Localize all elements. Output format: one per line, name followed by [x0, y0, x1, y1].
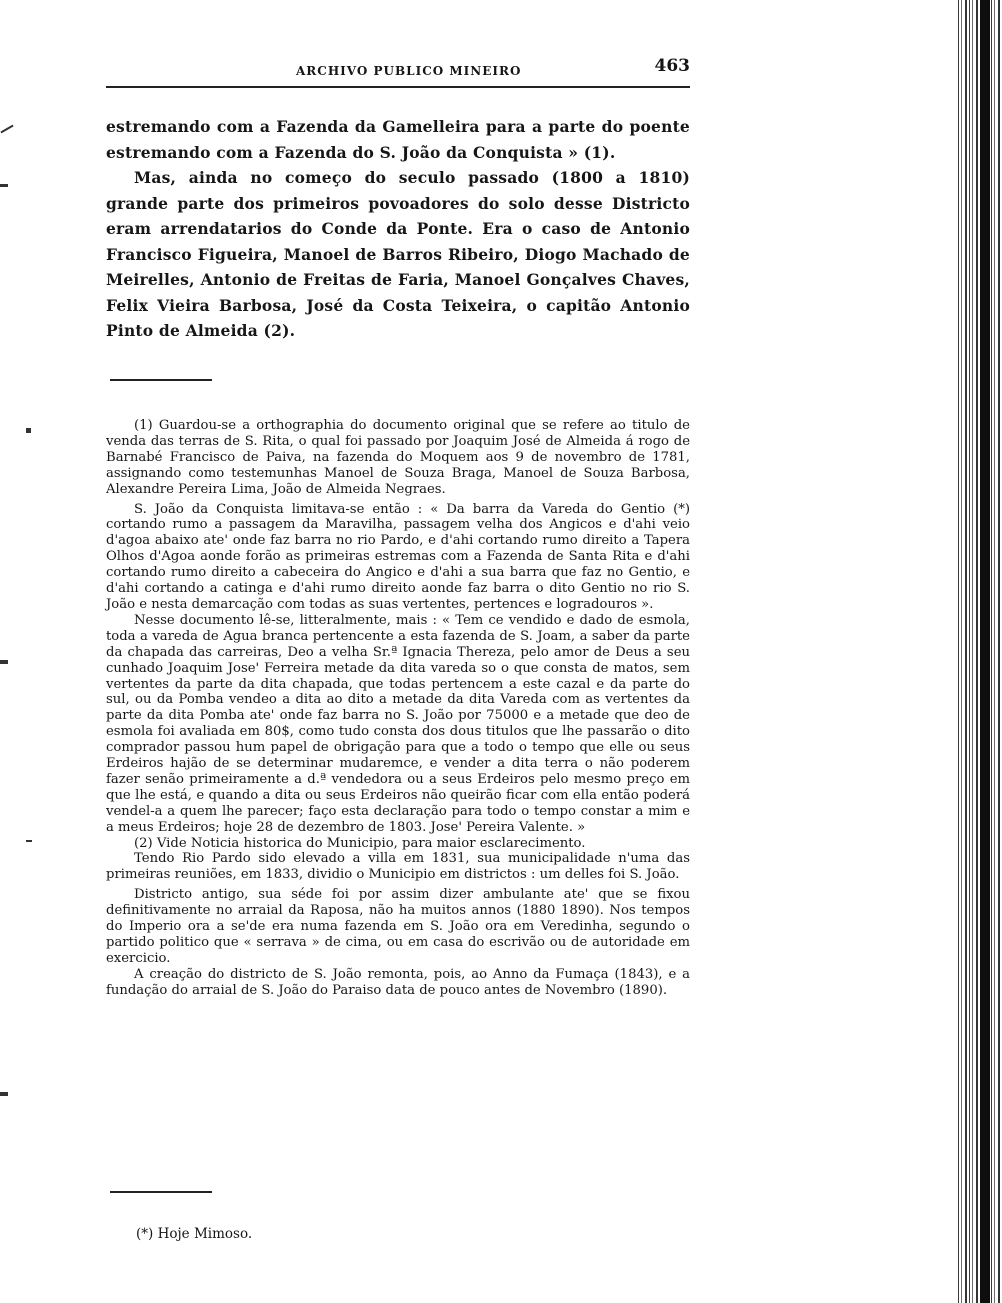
footnote-paragraph: (2) Vide Noticia historica do Municipio, para maior esclarecimento.: [134, 835, 586, 851]
main-paragraph: estremando com a Fazenda da Gamelleira para a parte do poente estremando com a Fazenda do S. João da Conquista » (1).: [106, 117, 690, 162]
footnote-paragraph: A creação do districto de S. João remonta, pois, ao Anno da Fumaça (1843), e a fundação do arraial de S. João do Paraiso data de pouco antes de Novembro (1890).: [106, 966, 690, 998]
main-paragraph: Mas, ainda no começo do seculo passado (1800 a 1810) grande parte dos primeiros povoadores do solo desse Districto eram arrendatarios do Conde da Ponte. Era o caso de Antonio Francisco Figueira, Manoel de Barros Ribeiro, Diogo Machado de Meirelles, Antonio de Freitas de Faria, Manoel Gonçalves Chaves, Felix Vieira Barbosa, José da Costa Teixeira, o capitão Antonio Pinto de Almeida (2).: [106, 168, 690, 340]
binding-shadow: [980, 0, 990, 1303]
running-header: [106, 56, 690, 88]
footnote-paragraph: Nesse documento lê-se, litteralmente, mais : « Tem ce vendido e dado de esmola, toda a vareda de Agua branca pertencente a esta fazenda de S. Joam, a saber da parte da chapada das carreiras, Deo a velha Sr.ª Ignacia Thereza, pelo amor de Deus a seu cunhado Joaquim Jose' Ferreira metade da dita vareda so o que consta de matos, sem vertentes da parte da dita chapada, que todas pertencem a este cazal e da parte do sul, ou da Pomba vendeo a dita ao dito a metade da dita Vareda com as vertentes da parte da dita Pomba ate' onde faz barra no S. João por 75000 e a metade que deo de esmola foi avaliada em 80$, como tudo consta dos dous titulos que lhe passarão o dito comprador passou hum papel de obrigação para que a todo o tempo que elle ou seus Erdeiros hajão de se determinar mudaremce, e vender a dita terra o não poderem fazer senão primeiramente a d.ª vendedora ou a seus Erdeiros pelo mesmo preço em que lhe está, e quando a dita ou seus Erdeiros não queirão ficar com ella então poderá vendel-a a quem lhe parecer; faço esta declaração para todo o tempo constar a mim e a meus Erdeiros; hoje 28 de dezembro de 1803. Jose' Pereira Valente. »: [106, 612, 690, 835]
bottom-note-separator: [110, 1191, 212, 1193]
footnote-paragraph: (1) Guardou-se a orthographia do documento original que se refere ao titulo de venda das terras de S. Rita, o qual foi passado por Joaquim José de Almeida á rogo de Barnabé Francisco de Paiva, na fazenda do Moquem aos 9 de novembro de 1781, assignando como testemunhas Manoel de Souza Braga, Manoel de Souza Barbosa, Alexandre Pereira Lima, João de Almeida Negraes.: [106, 418, 690, 497]
margin-mark: [0, 125, 13, 134]
margin-mark: [0, 184, 8, 187]
footnote-paragraph: Tendo Rio Pardo sido elevado a villa em 1831, sua municipalidade n'uma das primeiras reuniões, em 1833, dividio o Municipio em districtos : um delles foi S. João.: [106, 851, 690, 883]
footnote-separator: [110, 379, 212, 381]
bottom-note: (*) Hoje Mimoso.: [136, 1226, 253, 1242]
margin-mark: [26, 840, 32, 842]
footnote-paragraph: Districto antigo, sua séde foi por assim dizer ambulante ate' que se fixou definitivamente no arraial da Raposa, não ha muitos annos (1880 1890). Nos tempos do Imperio ora a se'de era numa fazenda em S. João ora em Veredinha, segundo o partido politico que « serrava » de cima, ou em casa do escrivão ou de autoridade em exercicio.: [106, 887, 690, 966]
footnotes: [106, 418, 690, 999]
page-number: 463: [654, 56, 690, 76]
margin-mark: [0, 660, 8, 664]
margin-mark: [0, 1092, 8, 1096]
page-edge-stripes: [956, 0, 1002, 1303]
main-text: [106, 114, 690, 344]
footnote-paragraph: S. João da Conquista limitava-se então : « Da barra da Vareda do Gentio (*) cortando rumo a passagem da Maravilha, passagem velha dos Angicos e d'ahi veio d'agoa abaixo ate' onde faz barra no rio Pardo, e d'ahi cortando rumo direito a Tapera Olhos d'Agoa aonde forão as primeiras estremas com a Fazenda de Santa Rita e d'ahi cortando rumo direito a cabeceira do Angico e d'ahi a sua barra que faz no Gentio, e d'ahi cortando a catinga e d'ahi rumo direito aonde faz barra o dito Gentio no rio S. João e nesta demarcação com todas as suas vertentes, pertences e logradouros ».: [106, 501, 690, 612]
book-spine-edge: [944, 0, 1002, 1303]
margin-mark: [26, 428, 31, 433]
running-title: ARCHIVO PUBLICO MINEIRO: [296, 64, 522, 78]
